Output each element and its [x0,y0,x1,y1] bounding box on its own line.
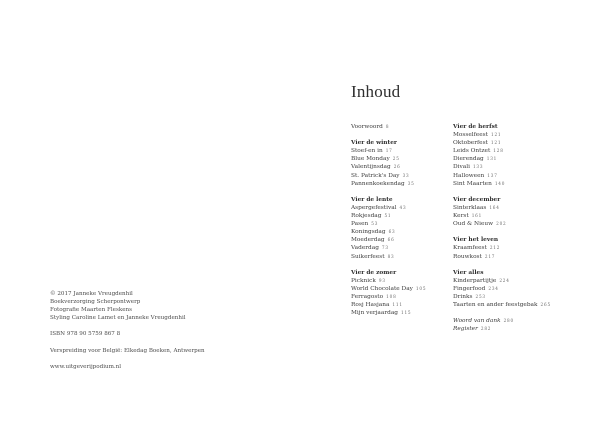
toc-column-left [351,123,443,325]
toc-entry[interactable] [351,172,443,180]
toc-entry[interactable] [351,123,443,131]
toc-entry-label: Blue Monday [351,156,390,163]
toc-entry[interactable] [453,155,553,163]
toc-entry[interactable] [351,293,443,301]
toc-entry-page-number: 253 [475,293,486,299]
toc-entry-page-number: 224 [499,277,510,283]
toc-entry-page-number: 108 [386,293,397,299]
toc-entry[interactable] [453,172,553,180]
toc-entry-page-number: 121 [490,140,502,146]
toc-entry[interactable] [351,285,443,293]
toc-entry[interactable] [453,204,553,212]
toc-entry-page-number: 128 [493,148,504,154]
toc-entry-label: Taarten en ander feestgebak [453,302,538,309]
toc-entry[interactable] [351,301,443,309]
toc-entry-page-number: 280 [503,318,514,324]
toc-entry[interactable] [453,325,553,333]
toc-section-heading: Vier de zomer [351,269,397,276]
toc-section [453,236,553,260]
toc-entry-label: Suikerfeest [351,253,385,260]
toc-entry-page-number: 265 [540,302,551,308]
toc-entry-page-number: 33 [402,172,410,178]
toc-entry-label: Register [453,326,478,333]
toc-entry-page-number: 105 [415,285,427,291]
toc-entry-page-number: 202 [496,221,507,227]
toc-entry-label: Kraamfeest [453,245,487,252]
toc-entry-page-number: 25 [392,156,400,162]
toc-entry-page-number: 43 [399,204,407,210]
toc-entry-page-number: 121 [490,132,502,138]
toc-entry-label: Rosj Hasjana [351,302,390,309]
toc-entry-page-number: 140 [494,180,506,186]
toc-entry-page-number: 212 [489,245,501,251]
toc-entry-label: Pasen [351,221,369,228]
colophon-spacer [50,339,205,347]
toc-entry-label: Sinterklaas [453,204,487,211]
toc-section-heading: Vier december [453,196,501,203]
toc-entry-label: Picknick [351,277,376,284]
toc-entry-label: Mosselfeest [453,132,488,139]
toc-entry-page-number: 161 [471,213,483,219]
toc-entry-page-number: 217 [484,253,496,259]
toc-entry-page-number: 234 [488,285,499,291]
toc-entry-label: Oud & Nieuw [453,221,494,228]
toc-section [453,269,553,309]
toc-entry[interactable] [351,180,443,188]
toc-entry[interactable] [453,139,553,147]
toc-entry-page-number: 53 [371,221,379,227]
colophon-line: © 2017 Janneke Vreugdenhil [50,291,133,297]
toc-entry[interactable] [453,285,553,293]
toc-column-right [453,123,553,342]
toc-entry-label: World Chocolate Day [351,285,413,292]
toc-entry[interactable] [453,180,553,188]
toc-entry-label: Kinderpartijtje [453,277,497,284]
colophon-line: Fotografie Maarten Fleskens [50,307,133,314]
toc-section [351,139,443,188]
colophon [50,290,205,371]
colophon-spacer [50,322,205,330]
toc-section [453,196,553,228]
toc-entry[interactable] [453,220,553,228]
colophon-line: Boekverzorging Scherpontwerp [50,299,141,306]
toc-entry[interactable] [351,244,443,252]
toc-entry-label: Woord van dank [453,318,501,325]
toc-entry-label: Stoef-en in [351,148,383,155]
toc-entry-page-number: 51 [384,213,392,219]
toc-section-heading: Vier de herfst [453,124,498,130]
toc-entry-page-number: 111 [392,302,403,308]
toc-section-heading: Vier het leven [453,237,499,244]
toc-entry[interactable] [351,277,443,285]
toc-entry-label: Drinks [453,293,473,300]
toc-section [351,269,443,318]
toc-section [453,123,553,188]
toc-entry-label: Rokjesdag [351,213,382,220]
toc-entry[interactable] [351,236,443,244]
toc-entry[interactable] [453,244,553,252]
toc-entry-label: Leids Ontzet [453,148,491,155]
toc-entry-label: Kerst [453,213,469,220]
toc-entry[interactable] [351,220,443,228]
toc-entry-label: Fingerfood [453,285,486,292]
toc-entry[interactable] [351,163,443,171]
toc-entry-page-number: 115 [401,310,412,316]
toc-entry[interactable] [453,131,553,139]
toc-entry[interactable] [351,228,443,236]
toc-entry-label: Oktoberfest [453,140,488,147]
toc-section [351,196,443,261]
page-title: Inhoud [351,82,401,101]
toc-entry-page-number: 66 [387,237,395,243]
toc-entry[interactable] [351,147,443,155]
toc-entry-page-number: 35 [407,180,415,186]
toc-section-heading: Vier de winter [351,140,397,147]
toc-entry-label: Moederdag [351,237,385,244]
toc-entry-label: Pannenkoekendag [351,180,405,187]
toc-entry-page-number: 8 [385,124,390,129]
toc-entry-page-number: 282 [480,326,492,332]
toc-entry[interactable] [351,309,443,317]
toc-entry-label: Rouwkost [453,253,482,260]
toc-entry[interactable] [351,155,443,163]
colophon-line: ISBN 978 90 5759 867 8 [50,331,121,338]
toc-entry[interactable] [453,212,553,220]
toc-entry-page-number: 131 [486,156,498,162]
toc-entry-page-number: 73 [381,245,389,251]
toc-entry-label: St. Patrick's Day [351,172,400,179]
toc-entry[interactable] [351,212,443,220]
toc-entry-page-number: 93 [378,277,386,283]
toc-section [351,123,443,131]
toc-entry-label: Valentijnsdag [351,164,391,171]
toc-entry-label: Divali [453,164,470,171]
toc-entry[interactable] [453,277,553,285]
colophon-line: Styling Caroline Lamet en Janneke Vreugdenhil [50,315,186,322]
colophon-line: www.uitgeverijpodium.nl [50,363,122,370]
toc-entry-page-number: 17 [385,148,393,154]
toc-entry-label: Halloween [453,172,485,179]
toc-entry-label: Koningsdag [351,229,386,236]
toc-entry-page-number: 133 [472,164,484,170]
toc-entry-label: Aspergefestival [351,204,397,211]
toc-entry-label: Vaderdag [351,245,379,252]
toc-section [453,317,553,333]
toc-entry[interactable] [351,253,443,261]
toc-entry-label: Dierendag [453,156,484,163]
toc-entry-label: Mijn verjaardag [351,310,398,317]
toc-entry[interactable] [453,163,553,171]
toc-entry-page-number: 83 [387,253,395,259]
toc-entry[interactable] [453,293,553,301]
toc-entry-label: Voorwoord [351,124,383,130]
colophon-spacer [50,355,205,363]
toc-entry-page-number: 26 [393,164,401,170]
toc-entry[interactable] [453,301,553,309]
toc-entry-page-number: 137 [487,172,498,178]
toc-section-heading: Vier de lente [351,196,393,203]
toc-entry[interactable] [453,147,553,155]
toc-section-heading: Vier alles [453,269,484,276]
toc-entry-page-number: 164 [489,204,500,210]
toc-entry[interactable] [351,204,443,212]
toc-entry[interactable] [453,253,553,261]
toc-entry-label: Sint Maarten [453,180,492,187]
toc-entry[interactable] [453,317,553,325]
toc-entry-page-number: 63 [388,229,396,235]
colophon-line: Verspreiding voor België: Elkedag Boeken, Antwerpen [50,347,205,354]
toc-entry-label: Ferragosto [351,293,384,300]
